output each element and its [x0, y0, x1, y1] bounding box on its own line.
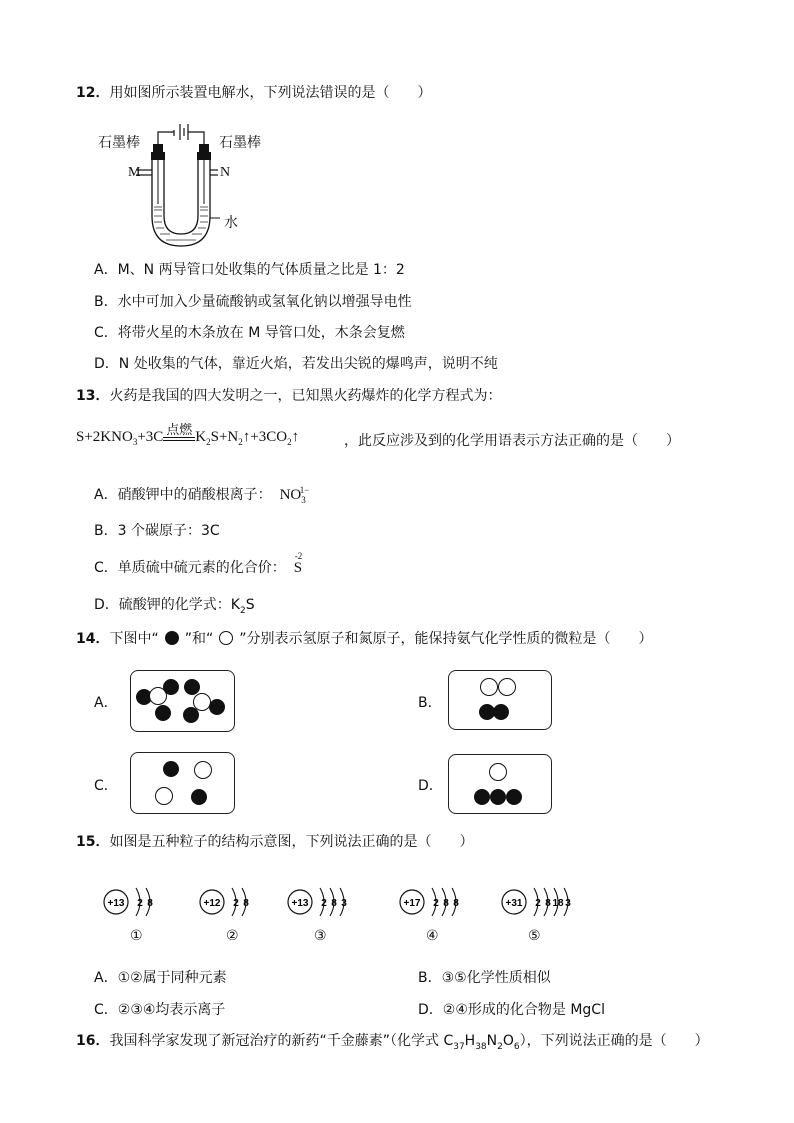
question-14-stem: [76, 628, 653, 648]
particle-diagram: [286, 874, 390, 934]
question-text: 用如图所示装置电解水，下列说法错误的是（ ）: [109, 85, 432, 101]
hydrogen-atom: [209, 699, 225, 715]
condition-label: 点燃: [166, 423, 193, 438]
label-right-electrode: 石墨棒: [219, 135, 261, 151]
label-left-electrode: 石墨棒: [98, 135, 140, 151]
option-14-c-label: C．: [94, 778, 118, 794]
particle-diagram: [500, 874, 622, 934]
nucleus-charge: +31: [505, 898, 523, 909]
nucleus-charge: +13: [291, 898, 309, 909]
hydrogen-atom: [506, 789, 522, 805]
option-13-d: D．硫酸钾的化学式：$K_2S$: [94, 597, 255, 616]
particle-label: ④: [426, 928, 439, 944]
chemical-equation: $S+2KNO_3+3C$ 点燃 $K_2S+N_2↑+3CO_2↑$: [76, 429, 299, 447]
question-number: 13．: [76, 388, 110, 404]
electron-count: 8: [331, 898, 337, 909]
label-m: M: [128, 165, 141, 180]
electron-count: 8: [147, 898, 153, 909]
hydrogen-atom: [163, 679, 179, 695]
option-13-a: [94, 484, 315, 505]
nitrogen-atom: [498, 678, 516, 696]
electron-count: 3: [341, 898, 347, 909]
hydrogen-atom: [155, 705, 171, 721]
hydrogen-atom: [490, 789, 506, 805]
particle-label: ⑤: [528, 928, 541, 944]
hydrogen-atom: [183, 707, 199, 723]
question-13-stem: [76, 385, 501, 405]
option-text: A．硝酸钾中的硝酸根离子：: [94, 487, 272, 503]
hydrogen-atom-icon: [165, 631, 179, 645]
particle-diagram: [198, 874, 284, 934]
option-13-b: B．3 个碳原子：3C: [94, 523, 220, 539]
nitrogen-atom: [155, 787, 173, 805]
option-14-a-particle-box: [130, 670, 235, 732]
option-14-d-label: D．: [418, 778, 443, 794]
option-12-b: B．水中可加入少量硫酸钠或氢氧化钠以增强导电性: [94, 294, 412, 310]
sulfur-valence-notation: -2 S: [293, 551, 303, 576]
particle-label: ③: [314, 928, 327, 944]
label-water: 水: [224, 215, 238, 231]
hydrogen-atom: [474, 789, 490, 805]
question-number: 15．: [76, 834, 110, 850]
reaction-condition: [163, 423, 195, 441]
option-14-d-particle-box: [448, 754, 552, 814]
option-text: S: [245, 597, 255, 613]
nitrogen-atom: [489, 763, 507, 781]
nitrogen-atom: [194, 761, 212, 779]
option-15-a: A．①②属于同种元素: [94, 970, 227, 986]
question-number: 12．: [76, 85, 110, 101]
question-16-stem: 16．我国科学家发现了新冠治疗的新药“千金藤素”（化学式 $C_{37}H_{38}N_2O_6$），下列说法正确的是（ ）: [76, 1033, 709, 1052]
option-15-c: C．②③④均表示离子: [94, 1002, 226, 1018]
particle-label: ①: [130, 928, 143, 944]
option-14-a-label: A．: [94, 695, 118, 711]
electron-count: 8: [545, 898, 551, 909]
question-number: 16．: [76, 1033, 110, 1049]
electron-count: 2: [535, 898, 541, 909]
nitrogen-atom-icon: [219, 631, 233, 645]
hydrogen-atom: [163, 761, 179, 777]
electron-count: 3: [565, 898, 571, 909]
option-14-b-particle-box: [448, 670, 552, 730]
question-12-stem: [76, 82, 431, 102]
option-12-c: C．将带火星的木条放在 M 导管口处，木条会复燃: [94, 325, 405, 341]
label-n: N: [220, 165, 231, 180]
hydrogen-atom: [493, 704, 509, 720]
particle-diagram: [102, 874, 188, 934]
electron-count: 8: [443, 898, 449, 909]
question-text: ），下列说法正确的是（ ）: [519, 1033, 709, 1049]
electron-count: 2: [321, 898, 327, 909]
option-15-b: B．③⑤化学性质相似: [418, 970, 551, 986]
option-text: C．单质硫中硫元素的化合价：: [94, 560, 286, 576]
nucleus-charge: +12: [203, 898, 221, 909]
nucleus-charge: +13: [107, 898, 125, 909]
question-text: 火药是我国的四大发明之一，已知黑火药爆炸的化学方程式为：: [109, 388, 502, 404]
option-14-b-label: B．: [418, 695, 442, 711]
question-text: ”分别表示氢原子和氮原子，能保持氨气化学性质的微粒是（ ）: [239, 631, 653, 647]
option-12-d: D．N 处收集的气体，靠近火焰，若发出尖锐的爆鸣声，说明不纯: [94, 356, 498, 372]
hydrogen-atom: [191, 789, 207, 805]
electron-count: 2: [233, 898, 239, 909]
equation-tail-text: ，此反应涉及到的化学用语表示方法正确的是（ ）: [344, 433, 680, 449]
option-15-d: D．②④形成的化合物是 MgCl: [418, 1002, 605, 1018]
question-text: 我国科学家发现了新冠治疗的新药“千金藤素”（化学式 C: [109, 1033, 454, 1049]
electron-count: 2: [137, 898, 143, 909]
option-14-c-particle-box: [130, 752, 235, 814]
nucleus-charge: +17: [403, 898, 421, 909]
nitrogen-atom: [480, 678, 498, 696]
electron-count: 2: [433, 898, 439, 909]
option-12-a: A．M、N 两导管口处收集的气体质量之比是 1：2: [94, 262, 405, 278]
nitrate-ion-formula: $NO_3^{1-}$: [279, 485, 310, 505]
question-15-stem: [76, 831, 473, 851]
hydrogen-atom: [184, 679, 200, 695]
particle-label: ②: [226, 928, 239, 944]
particle-diagram: [398, 874, 502, 934]
question-text: ”和“: [184, 631, 214, 647]
question-text: 下图中“: [109, 631, 159, 647]
option-text: D．硫酸钾的化学式：K: [94, 597, 240, 613]
electron-count: 8: [243, 898, 249, 909]
option-13-c: [94, 551, 303, 577]
question-text: 如图是五种粒子的结构示意图，下列说法正确的是（ ）: [109, 834, 474, 850]
electron-count: 8: [453, 898, 459, 909]
electron-count: 18: [552, 898, 564, 909]
question-number: 14．: [76, 631, 110, 647]
